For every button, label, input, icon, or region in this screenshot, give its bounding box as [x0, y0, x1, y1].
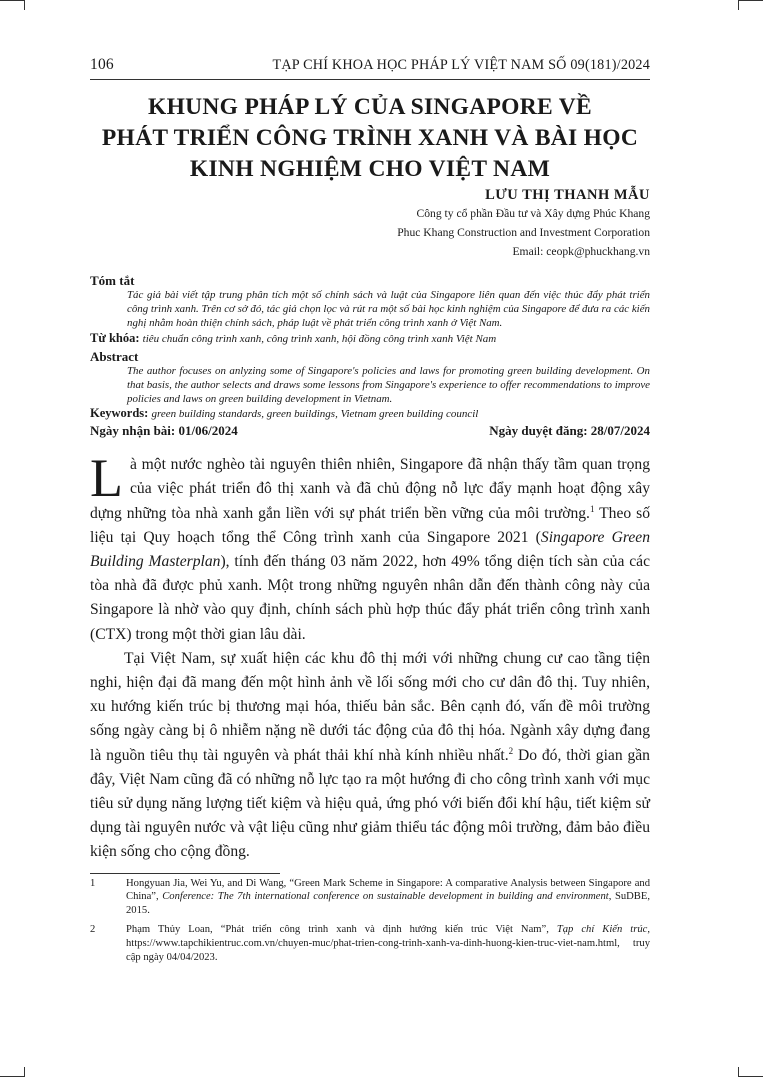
keywords-en-label: Keywords: — [90, 406, 149, 421]
drop-cap: L — [90, 448, 123, 509]
footnote-1-italic: Conference: The 7th international conference on sustainable development in building and environment — [162, 891, 609, 903]
running-header — [90, 56, 650, 80]
keywords-en — [90, 406, 650, 422]
author-email: Email: ceopk@phuckhang.vn — [512, 245, 650, 258]
footnote-item — [90, 923, 650, 964]
body-paragraph-2 — [90, 647, 650, 865]
keywords-vi — [90, 331, 650, 347]
abstract-en-text: The author focuses on anlyzing some of Singapore's policies and laws for promoting green building development. On that basis, the author selects and draws some lessons from Singapore's experience to offer recommendations to improve policies and laws on green building development in Vietnam. — [127, 364, 650, 406]
journal-page — [90, 56, 650, 969]
article-title — [90, 92, 650, 185]
body-paragraph-1 — [90, 448, 650, 647]
abstract-en-label: Abstract — [90, 348, 139, 364]
footnote-2-part-b[interactable]: , https://www.tapchikientruc.com.vn/chuyen-muc/phat-trien-cong-trinh-xanh-va-dinh-huong-kien-truc-viet-nam.html, truy cập ngày 04/04/2023. — [126, 924, 650, 963]
footnote-item — [90, 877, 650, 918]
p1-italic: Singapore Green Building Masterplan — [90, 528, 650, 571]
keywords-vi-text: tiêu chuẩn công trình xanh, công trình xanh, hội đồng công trình xanh Việt Nam — [142, 332, 497, 345]
footnote-divider — [90, 873, 280, 874]
p1-text-a: à một nước nghèo tài nguyên thiên nhiên, Singapore đã nhận thấy tầm quan trọng của việc phát triển đô thị xanh và đã chủ động nỗ lực đẩy mạnh hoạt động xây dựng những tòa nhà xanh gắn liền với sự phát triển bền vững của môi trường. — [90, 456, 650, 522]
title-line-2: PHÁT TRIỂN CÔNG TRÌNH XANH VÀ BÀI HỌC — [101, 125, 639, 151]
article-body — [90, 448, 650, 864]
page-number: 106 — [90, 56, 114, 73]
p1-text-b: Theo số liệu tại Quy hoạch tổng thể Công trình xanh của Singapore 2021 ( — [90, 504, 650, 546]
received-date: Ngày nhận bài: 01/06/2024 — [90, 423, 238, 439]
footnote-ref-2[interactable]: 2 — [508, 745, 514, 756]
accepted-date: Ngày duyệt đăng: 28/07/2024 — [489, 423, 650, 439]
title-line-3: KINH NGHIỆM CHO VIỆT NAM — [189, 156, 551, 182]
abstract-vi-label: Tóm tắt — [90, 273, 135, 288]
author-name: LƯU THỊ THANH MẪU — [485, 187, 650, 203]
footnote-text — [126, 877, 650, 918]
affiliation-en: Phuc Khang Construction and Investment Corporation — [397, 226, 650, 239]
footnote-number: 1 — [90, 877, 96, 889]
footnote-1-part-b: , SuDBE, 2015. — [126, 891, 650, 917]
keywords-en-text: green building standards, green buildings, Vietnam green building council — [151, 408, 479, 421]
affiliation-block — [90, 204, 650, 261]
footnote-number: 2 — [90, 924, 96, 936]
footnote-ref-1[interactable]: 1 — [589, 503, 595, 514]
keywords-vi-label: Từ khóa: — [90, 330, 140, 345]
journal-title: TẠP CHÍ KHOA HỌC PHÁP LÝ VIỆT NAM SỐ 09(181)/2024 — [272, 57, 650, 73]
footnote-2-part-a: Phạm Thủy Loan, “Phát triển công trình xanh và định hướng kiến trúc Việt Nam”, — [126, 924, 557, 936]
footnote-text — [126, 923, 650, 964]
footnote-1-part-a: Hongyuan Jia, Wei Yu, and Di Wang, “Green Mark Scheme in Singapore: A comparative Analysis between Singapore and China”, — [126, 877, 650, 903]
p2-text-a: Tại Việt Nam, sự xuất hiện các khu đô thị mới với những chung cư cao tầng tiện nghi, hiện đại đã mang đến một hình ảnh về lối sống mới cho cư dân đô thị. Tuy nhiên, xu hướng kiến trúc bị thương mại hóa, thiếu bản sắc. Bên cạnh đó, vấn đề môi trường sống ngày càng bị ô nhiễm nặng nề dưới tác động của đô thị hóa. Ngành xây dựng đang là nguồn tiêu thụ tài nguyên và phát thải khí nhà kính nhiều nhất. — [90, 649, 650, 764]
article-dates — [90, 423, 650, 439]
footnotes — [90, 877, 650, 965]
abstract-vi-text: Tác giả bài viết tập trung phân tích một số chính sách và luật của Singapore liên quan đến việc thúc đẩy phát triển công trình xanh. Trên cơ sở đó, tác giả chọn lọc và rút ra một số bài học kinh nghiệm của Singapore để đưa ra các kiến nghị nhằm hoàn thiện chính sách, pháp luật về phát triển công trình xanh ở Việt Nam. — [127, 289, 650, 330]
p2-text-b: Do đó, thời gian gần đây, Việt Nam cũng đã có những nỗ lực tạo ra một hướng đi cho công trình xanh với mục tiêu sử dụng năng lượng tiết kiệm và hiệu quả, ứng phó với biến đổi khí hậu, tiết kiệm sử dụng tài nguyên nước và vật liệu cũng như giảm thiểu tác động môi trường, đảm bảo điều kiện sống cho cộng đồng. — [90, 746, 650, 861]
p1-text-c: ), tính đến tháng 03 năm 2022, hơn 49% tổng diện tích sàn của các tòa nhà đã được phủ xanh. Một trong những nguyên nhân dẫn đến thành công này của Singapore là nhờ vào quy định, chính sách phù hợp thúc đẩy phát triển công trình xanh (CTX) trong một thời gian lâu dài. — [90, 553, 650, 643]
title-line-1: KHUNG PHÁP LÝ CỦA SINGAPORE VỀ — [147, 94, 592, 120]
affiliation-vi: Công ty cổ phần Đầu tư và Xây dựng Phúc Khang — [416, 207, 650, 220]
footnote-2-italic: Tạp chí Kiến trúc — [556, 924, 648, 936]
